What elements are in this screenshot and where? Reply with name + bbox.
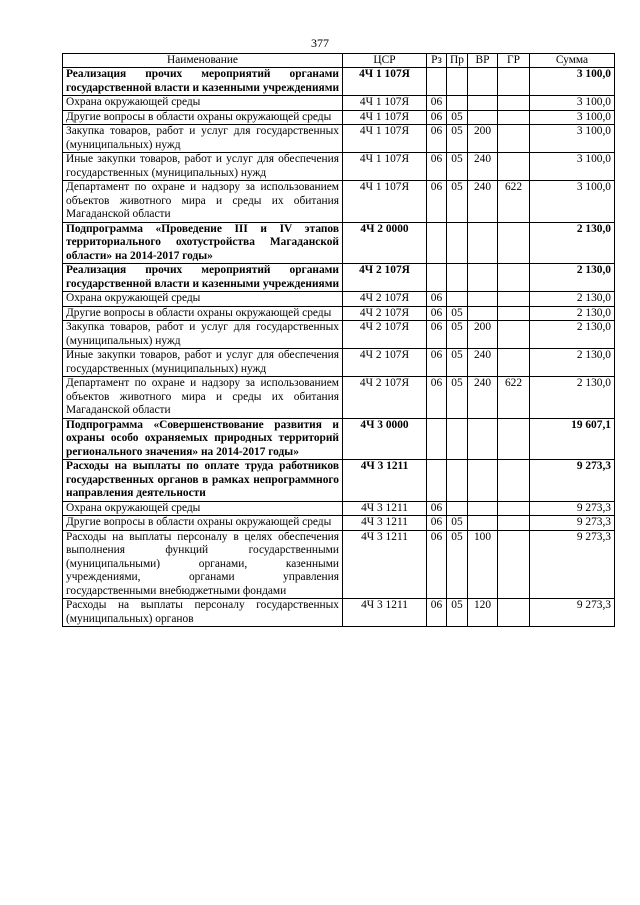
- cell-sum: 9 273,3: [530, 530, 615, 599]
- cell-gr: [498, 153, 530, 181]
- cell-gr: [498, 110, 530, 125]
- cell-gr: [498, 530, 530, 599]
- cell-sum: 2 130,0: [530, 222, 615, 264]
- cell-gr: 622: [498, 181, 530, 223]
- cell-vr: 240: [468, 181, 498, 223]
- cell-vr: 120: [468, 599, 498, 627]
- cell-pr: [447, 68, 468, 96]
- cell-sum: 2 130,0: [530, 321, 615, 349]
- cell-rz: 06: [427, 181, 447, 223]
- table-row: [63, 349, 615, 377]
- cell-sum: 3 100,0: [530, 181, 615, 223]
- cell-vr: 240: [468, 153, 498, 181]
- cell-csr: 4Ч 3 1211: [343, 460, 427, 502]
- cell-pr: [447, 96, 468, 111]
- table-row: [63, 181, 615, 223]
- cell-gr: [498, 460, 530, 502]
- cell-name: Другие вопросы в области охраны окружающей среды: [63, 516, 343, 531]
- cell-rz: 06: [427, 530, 447, 599]
- cell-sum: 3 100,0: [530, 125, 615, 153]
- budget-table: [62, 53, 615, 627]
- cell-vr: 200: [468, 321, 498, 349]
- cell-csr: 4Ч 3 1211: [343, 599, 427, 627]
- cell-gr: [498, 222, 530, 264]
- cell-name: Реализация прочих мероприятий органами государственной власти и казенными учреждениями: [63, 264, 343, 292]
- cell-rz: [427, 264, 447, 292]
- cell-csr: 4Ч 1 107Я: [343, 181, 427, 223]
- table-row: [63, 599, 615, 627]
- cell-csr: 4Ч 2 107Я: [343, 377, 427, 419]
- header-rz: Рз: [427, 54, 447, 68]
- cell-gr: [498, 321, 530, 349]
- cell-csr: 4Ч 1 107Я: [343, 125, 427, 153]
- cell-vr: [468, 306, 498, 321]
- cell-gr: [498, 292, 530, 307]
- table-row: [63, 321, 615, 349]
- cell-sum: 3 100,0: [530, 96, 615, 111]
- cell-pr: [447, 460, 468, 502]
- cell-rz: 06: [427, 125, 447, 153]
- cell-sum: 2 130,0: [530, 306, 615, 321]
- cell-sum: 2 130,0: [530, 349, 615, 377]
- cell-vr: [468, 501, 498, 516]
- cell-vr: [468, 110, 498, 125]
- cell-pr: 05: [447, 530, 468, 599]
- cell-vr: [468, 264, 498, 292]
- cell-csr: 4Ч 2 107Я: [343, 292, 427, 307]
- cell-gr: [498, 306, 530, 321]
- cell-rz: [427, 460, 447, 502]
- cell-vr: [468, 68, 498, 96]
- cell-rz: 06: [427, 110, 447, 125]
- cell-pr: 05: [447, 599, 468, 627]
- cell-sum: 19 607,1: [530, 418, 615, 460]
- cell-rz: 06: [427, 306, 447, 321]
- cell-vr: 240: [468, 377, 498, 419]
- cell-name: Реализация прочих мероприятий органами государственной власти и казенными учреждениями: [63, 68, 343, 96]
- cell-csr: 4Ч 2 107Я: [343, 321, 427, 349]
- cell-gr: [498, 599, 530, 627]
- cell-csr: 4Ч 2 107Я: [343, 349, 427, 377]
- cell-rz: 06: [427, 516, 447, 531]
- cell-vr: [468, 96, 498, 111]
- table-row: [63, 460, 615, 502]
- table-row: [63, 501, 615, 516]
- cell-pr: [447, 292, 468, 307]
- cell-csr: 4Ч 2 107Я: [343, 306, 427, 321]
- cell-name: Расходы на выплаты персоналу государственных (муниципальных) органов: [63, 599, 343, 627]
- cell-vr: [468, 222, 498, 264]
- cell-name: Охрана окружающей среды: [63, 96, 343, 111]
- cell-rz: 06: [427, 377, 447, 419]
- table-row: [63, 110, 615, 125]
- cell-sum: 2 130,0: [530, 292, 615, 307]
- cell-vr: [468, 460, 498, 502]
- cell-pr: 05: [447, 125, 468, 153]
- cell-name: Другие вопросы в области охраны окружающей среды: [63, 110, 343, 125]
- cell-rz: 06: [427, 501, 447, 516]
- cell-pr: 05: [447, 153, 468, 181]
- cell-name: Департамент по охране и надзору за использованием объектов животного мира и среды их обитания Магаданской области: [63, 181, 343, 223]
- cell-csr: 4Ч 3 1211: [343, 501, 427, 516]
- cell-csr: 4Ч 1 107Я: [343, 68, 427, 96]
- cell-rz: 06: [427, 153, 447, 181]
- table-row: [63, 222, 615, 264]
- table-row: [63, 292, 615, 307]
- cell-vr: 200: [468, 125, 498, 153]
- cell-name: Расходы на выплаты по оплате труда работников государственных органов в рамках непрограммного направления деятельности: [63, 460, 343, 502]
- cell-name: Закупка товаров, работ и услуг для государственных (муниципальных) нужд: [63, 125, 343, 153]
- cell-pr: 05: [447, 377, 468, 419]
- header-pr: Пр: [447, 54, 468, 68]
- cell-csr: 4Ч 3 1211: [343, 516, 427, 531]
- header-csr: ЦСР: [343, 54, 427, 68]
- cell-csr: 4Ч 1 107Я: [343, 110, 427, 125]
- table-row: [63, 306, 615, 321]
- cell-sum: 2 130,0: [530, 377, 615, 419]
- cell-vr: [468, 292, 498, 307]
- page-number: 377: [311, 36, 329, 50]
- header-gr: ГР: [498, 54, 530, 68]
- cell-gr: [498, 418, 530, 460]
- cell-name: Закупка товаров, работ и услуг для государственных (муниципальных) нужд: [63, 321, 343, 349]
- cell-gr: [498, 68, 530, 96]
- cell-sum: 2 130,0: [530, 264, 615, 292]
- cell-rz: 06: [427, 599, 447, 627]
- table-row: [63, 516, 615, 531]
- cell-name: Подпрограмма «Совершенствование развития и охраны особо охраняемых природных территорий регионального значения» на 2014-2017 годы»: [63, 418, 343, 460]
- cell-name: Охрана окружающей среды: [63, 501, 343, 516]
- cell-pr: 05: [447, 110, 468, 125]
- cell-pr: [447, 264, 468, 292]
- cell-rz: 06: [427, 349, 447, 377]
- cell-gr: [498, 501, 530, 516]
- cell-csr: 4Ч 1 107Я: [343, 96, 427, 111]
- cell-pr: 05: [447, 181, 468, 223]
- cell-pr: 05: [447, 349, 468, 377]
- cell-rz: [427, 222, 447, 264]
- table-row: [63, 153, 615, 181]
- cell-pr: 05: [447, 516, 468, 531]
- cell-sum: 9 273,3: [530, 599, 615, 627]
- cell-sum: 3 100,0: [530, 110, 615, 125]
- cell-sum: 9 273,3: [530, 501, 615, 516]
- cell-rz: [427, 418, 447, 460]
- cell-csr: 4Ч 2 107Я: [343, 264, 427, 292]
- cell-gr: [498, 264, 530, 292]
- cell-csr: 4Ч 3 0000: [343, 418, 427, 460]
- cell-vr: 100: [468, 530, 498, 599]
- cell-pr: [447, 222, 468, 264]
- table-row: [63, 530, 615, 599]
- cell-vr: [468, 418, 498, 460]
- cell-rz: 06: [427, 321, 447, 349]
- cell-gr: 622: [498, 377, 530, 419]
- cell-name: Иные закупки товаров, работ и услуг для обеспечения государственных (муниципальных) нужд: [63, 349, 343, 377]
- cell-sum: 3 100,0: [530, 68, 615, 96]
- cell-vr: 240: [468, 349, 498, 377]
- cell-name: Охрана окружающей среды: [63, 292, 343, 307]
- cell-pr: [447, 501, 468, 516]
- cell-pr: 05: [447, 321, 468, 349]
- cell-pr: [447, 418, 468, 460]
- table-row: [63, 377, 615, 419]
- cell-gr: [498, 96, 530, 111]
- cell-vr: [468, 516, 498, 531]
- header-sum: Сумма: [530, 54, 615, 68]
- cell-name: Иные закупки товаров, работ и услуг для обеспечения государственных (муниципальных) нужд: [63, 153, 343, 181]
- cell-csr: 4Ч 2 0000: [343, 222, 427, 264]
- header-row: [63, 54, 615, 68]
- table-row: [63, 418, 615, 460]
- cell-name: Подпрограмма «Проведение III и IV этапов территориального охотустройства Магаданской области» на 2014-2017 годы»: [63, 222, 343, 264]
- cell-csr: 4Ч 1 107Я: [343, 153, 427, 181]
- table-row: [63, 125, 615, 153]
- cell-sum: 3 100,0: [530, 153, 615, 181]
- table-row: [63, 264, 615, 292]
- cell-rz: 06: [427, 96, 447, 111]
- table-row: [63, 96, 615, 111]
- cell-gr: [498, 349, 530, 377]
- cell-name: Другие вопросы в области охраны окружающей среды: [63, 306, 343, 321]
- cell-gr: [498, 125, 530, 153]
- cell-gr: [498, 516, 530, 531]
- cell-pr: 05: [447, 306, 468, 321]
- header-vr: ВР: [468, 54, 498, 68]
- cell-name: Департамент по охране и надзору за использованием объектов животного мира и среды их обитания Магаданской области: [63, 377, 343, 419]
- cell-name: Расходы на выплаты персоналу в целях обеспечения выполнения функций государственными (муниципальными) органами, казенными учреждениями, органами управления государственными внебюджетными фондами: [63, 530, 343, 599]
- cell-rz: [427, 68, 447, 96]
- cell-sum: 9 273,3: [530, 516, 615, 531]
- table-row: [63, 68, 615, 96]
- header-name: Наименование: [63, 54, 343, 68]
- cell-rz: 06: [427, 292, 447, 307]
- cell-sum: 9 273,3: [530, 460, 615, 502]
- cell-csr: 4Ч 3 1211: [343, 530, 427, 599]
